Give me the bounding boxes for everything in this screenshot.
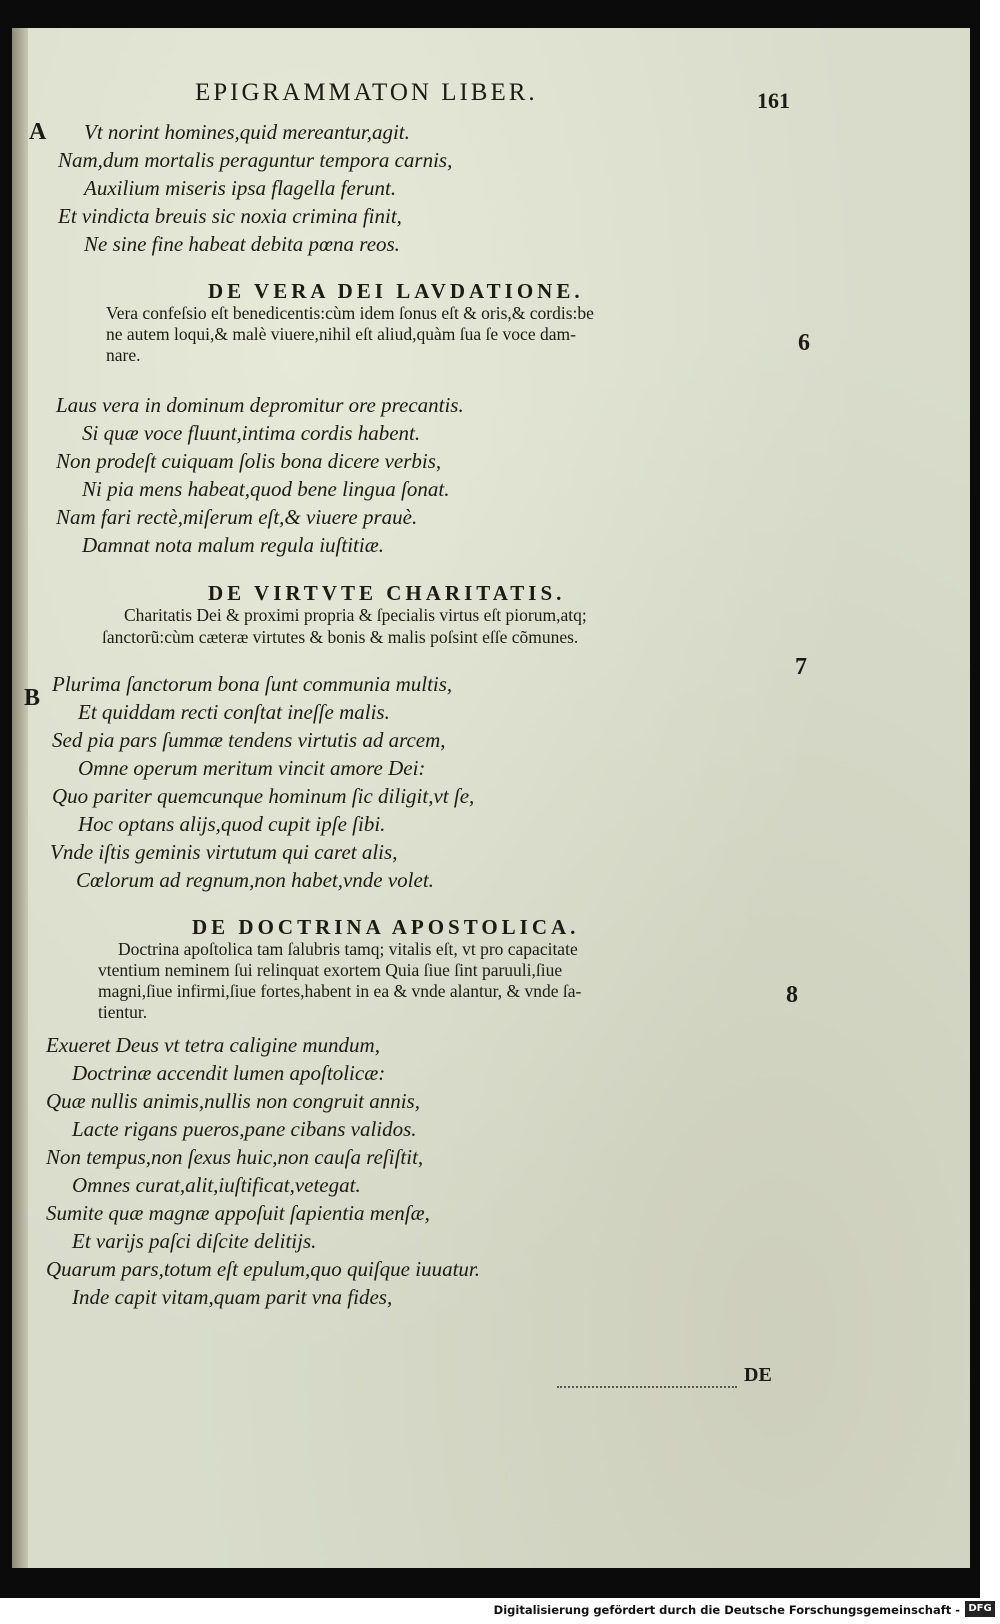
verse-line: Si quæ voce fluunt,intima cordis habent. <box>82 421 421 445</box>
verse-line: Cœlorum ad regnum,non habet,vnde volet. <box>76 868 434 892</box>
verse-line: Vnde iſtis geminis virtutum qui caret alis, <box>50 840 398 864</box>
section-title: DE DOCTRINA APOSTOLICA. <box>192 915 580 939</box>
dotted-rule <box>557 1386 737 1388</box>
catchword: DE <box>744 1364 772 1386</box>
prose-line: tientur. <box>98 1002 148 1022</box>
verse-line: Plurima ſanctorum bona ſunt communia multis, <box>52 672 453 696</box>
verse-line: Quo pariter quemcunque hominum ſic diligit,vt ſe, <box>52 784 475 808</box>
verse-line: Quarum pars,totum eſt epulum,quo quiſque iuuatur. <box>46 1257 480 1281</box>
prose-line: Doctrina apoſtolica tam ſalubris tamq; vitalis eſt, vt pro capacitate <box>118 939 578 959</box>
prose-line: Charitatis Dei & proximi propria & ſpecialis virtus eſt piorum,atq; <box>124 605 587 625</box>
verse-line: Quæ nullis animis,nullis non congruit annis, <box>46 1089 420 1113</box>
prose-line: vtentium neminem ſui relinquat exortem Quia ſiue ſint paruuli,ſiue <box>98 960 563 980</box>
margin-number-6: 6 <box>798 330 810 356</box>
prose-line: ſanctorũ:cùm cæteræ virtutes & bonis & malis poſsint eſſe cõmunes. <box>102 627 579 647</box>
verse-line: Omne operum meritum vincit amore Dei: <box>78 756 426 780</box>
verse-line: Sumite quæ magnæ appoſuit ſapientia menſæ, <box>46 1201 430 1225</box>
verse-line: Non prodeſt cuiquam ſolis bona dicere verbis, <box>56 449 442 473</box>
verse-line: Nam fari rectè,miſerum eſt,& viuere prauè. <box>56 505 418 529</box>
verse-line: Ne sine fine habeat debita pœna reos. <box>84 232 400 256</box>
verse-line: Et quiddam recti conſtat ineſſe malis. <box>78 700 390 724</box>
verse-line: Auxilium miseris ipsa flagella ferunt. <box>84 176 397 200</box>
section-title: DE VIRTVTE CHARITATIS. <box>208 581 566 605</box>
margin-number-7: 7 <box>795 654 807 680</box>
margin-number-8: 8 <box>786 982 798 1008</box>
verse-line: Nam,dum mortalis peraguntur tempora carnis, <box>58 148 453 172</box>
prose-line: nare. <box>106 345 141 365</box>
verse-line: Laus vera in dominum depromitur ore precantis. <box>56 393 464 417</box>
footer-bar <box>0 1598 1000 1624</box>
verse-line: Damnat nota malum regula iuſtitiæ. <box>82 533 384 557</box>
section-title: DE VERA DEI LAVDATIONE. <box>208 279 584 303</box>
verse-line: Hoc optans alijs,quod cupit ipſe ſibi. <box>78 812 386 836</box>
margin-letter-b: B <box>24 685 41 711</box>
verse-line: Inde capit vitam,quam parit vna fides, <box>72 1285 393 1309</box>
running-title: EPIGRAMMATON LIBER. <box>195 79 538 106</box>
folio-number: 161 <box>757 88 790 113</box>
verse-line: Lacte rigans pueros,pane cibans validos. <box>72 1117 417 1141</box>
verse-line: Non tempus,non ſexus huic,non cauſa reſiſtit, <box>46 1145 424 1169</box>
page-gutter <box>12 28 28 1568</box>
verse-line: Et varijs paſci diſcite delitijs. <box>72 1229 317 1253</box>
verse-line: Sed pia pars ſummæ tendens virtutis ad arcem, <box>52 728 446 752</box>
prose-line: magni,ſiue infirmi,ſiue fortes,habent in ea & vnde alantur, & vnde ſa- <box>98 981 582 1001</box>
verse-line: Ni pia mens habeat,quod bene lingua ſonat. <box>82 477 450 501</box>
prose-line: Vera confeſsio eſt benedicentis:cùm idem ſonus eſt & oris,& cordis:be <box>106 303 594 323</box>
verse-line: Exueret Deus vt tetra caligine mundum, <box>46 1033 380 1057</box>
verse-line: Et vindicta breuis sic noxia crimina finit, <box>58 204 402 228</box>
digitization-credit: Digitalisierung gefördert durch die Deutsche Forschungsgemeinschaft - <box>493 1603 960 1617</box>
margin-letter-a: A <box>29 119 47 145</box>
prose-line: ne autem loqui,& malè viuere,nihil eſt aliud,quàm ſua ſe voce dam- <box>106 324 576 344</box>
book-page <box>12 28 970 1568</box>
dfg-logo: DFG <box>965 1601 995 1617</box>
verse-line: Omnes curat,alit,iuſtificat,vetegat. <box>72 1173 361 1197</box>
verse-line: Doctrinæ accendit lumen apoſtolicæ: <box>72 1061 386 1085</box>
verse-line: Vt norint homines,quid mereantur,agit. <box>84 120 410 144</box>
